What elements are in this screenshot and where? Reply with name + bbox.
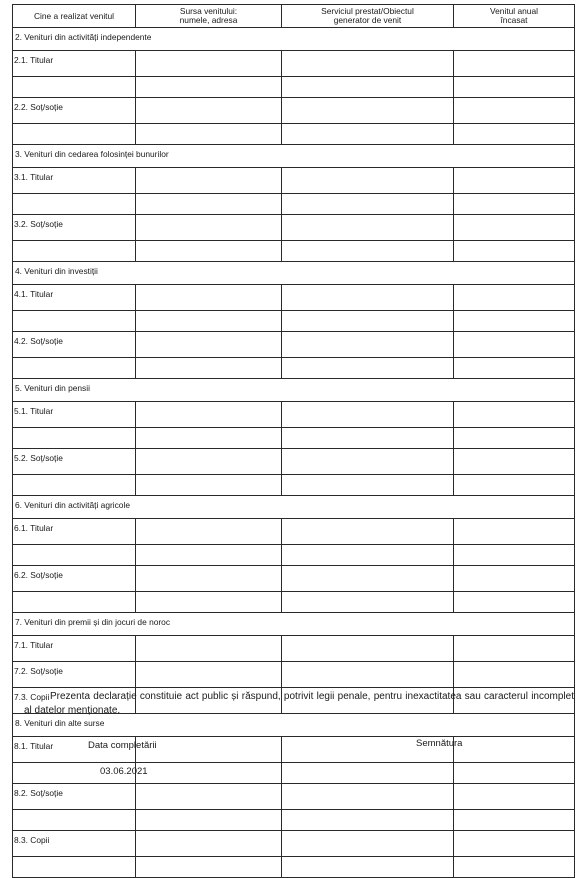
empty-cell: [454, 168, 575, 194]
declaration-text: Prezenta declarație constituie act public și răspund, potrivit legii penale, pentru inexactitatea sau caracterul incomplet al datelor menționate.: [24, 691, 574, 716]
empty-cell: [282, 592, 454, 613]
empty-cell: [454, 662, 575, 688]
empty-cell: [454, 311, 575, 332]
section-title: 2. Venituri din activități independente: [13, 28, 575, 51]
empty-cell: [136, 662, 282, 688]
empty-cell: [454, 475, 575, 496]
table-row: [13, 784, 575, 810]
date-value: 03.06.2021: [100, 766, 148, 777]
empty-cell: [454, 857, 575, 878]
header-income-line1: Venitul anual: [490, 6, 538, 16]
empty-cell: [136, 124, 282, 145]
empty-cell: [136, 402, 282, 428]
empty-cell: [454, 545, 575, 566]
empty-cell: [454, 402, 575, 428]
empty-cell: [136, 98, 282, 124]
empty-cell: [136, 215, 282, 241]
empty-cell: [282, 519, 454, 545]
empty-cell: [282, 475, 454, 496]
table-row: [13, 662, 575, 688]
table-row: [13, 215, 575, 241]
row-label: 5.2. Soț/soție: [13, 449, 136, 475]
row-label: 4.1. Titular: [13, 285, 136, 311]
date-label: Data completării: [88, 740, 157, 751]
empty-cell: [136, 763, 282, 784]
section-title: 7. Venituri din premii și din jocuri de noroc: [13, 613, 575, 636]
empty-cell: [454, 810, 575, 831]
blank-row: [13, 241, 575, 262]
empty-cell: [136, 592, 282, 613]
row-label: 6.1. Titular: [13, 519, 136, 545]
section-title: 4. Venituri din investiții: [13, 262, 575, 285]
blank-row: [13, 810, 575, 831]
section-title: 6. Venituri din activități agricole: [13, 496, 575, 519]
empty-cell: [136, 241, 282, 262]
empty-cell: [282, 98, 454, 124]
empty-cell: [454, 285, 575, 311]
empty-cell: [282, 194, 454, 215]
empty-cell: [13, 124, 136, 145]
header-who-text: Cine a realizat venitul: [33, 10, 115, 21]
table-row: [13, 449, 575, 475]
row-label: 8.1. Titular: [13, 737, 136, 763]
empty-cell: [13, 194, 136, 215]
empty-cell: [282, 545, 454, 566]
empty-cell: [454, 784, 575, 810]
empty-cell: [13, 810, 136, 831]
empty-cell: [136, 636, 282, 662]
table-row: [13, 168, 575, 194]
empty-cell: [454, 77, 575, 98]
table-row: [13, 636, 575, 662]
empty-cell: [454, 98, 575, 124]
blank-row: [13, 194, 575, 215]
empty-cell: [136, 77, 282, 98]
empty-cell: [454, 51, 575, 77]
empty-cell: [282, 857, 454, 878]
header-source: [136, 5, 282, 28]
empty-cell: [454, 332, 575, 358]
table-row: [13, 51, 575, 77]
header-service: [282, 5, 454, 28]
empty-cell: [454, 449, 575, 475]
empty-cell: [282, 662, 454, 688]
table-row: [13, 831, 575, 857]
header-service-line1: Serviciul prestat/Obiectul: [321, 6, 414, 16]
empty-cell: [454, 831, 575, 857]
empty-cell: [136, 168, 282, 194]
empty-cell: [454, 215, 575, 241]
blank-row: [13, 428, 575, 449]
blank-row: [13, 857, 575, 878]
empty-cell: [282, 566, 454, 592]
empty-cell: [136, 545, 282, 566]
section-row: [13, 613, 575, 636]
empty-cell: [282, 402, 454, 428]
header-service-line2: generator de venit: [333, 15, 402, 25]
empty-cell: [454, 737, 575, 763]
empty-cell: [136, 285, 282, 311]
blank-row: [13, 124, 575, 145]
empty-cell: [13, 592, 136, 613]
row-label: 7.1. Titular: [13, 636, 136, 662]
empty-cell: [136, 784, 282, 810]
table-row: [13, 285, 575, 311]
empty-cell: [136, 449, 282, 475]
empty-cell: [454, 124, 575, 145]
empty-cell: [13, 311, 136, 332]
empty-cell: [13, 475, 136, 496]
table-row: [13, 566, 575, 592]
empty-cell: [282, 449, 454, 475]
signature-label: Semnătura: [416, 738, 463, 749]
row-label: 7.3. Copii: [13, 688, 136, 714]
empty-cell: [454, 763, 575, 784]
row-label: 8.3. Copii: [13, 831, 136, 857]
empty-cell: [136, 810, 282, 831]
empty-cell: [282, 784, 454, 810]
empty-cell: [136, 519, 282, 545]
blank-row: [13, 77, 575, 98]
empty-cell: [136, 358, 282, 379]
empty-cell: [282, 358, 454, 379]
blank-row: [13, 545, 575, 566]
section-row: [13, 28, 575, 51]
empty-cell: [282, 77, 454, 98]
table-row: [13, 98, 575, 124]
empty-cell: [136, 311, 282, 332]
section-row: [13, 145, 575, 168]
empty-cell: [454, 519, 575, 545]
empty-cell: [136, 566, 282, 592]
empty-cell: [13, 428, 136, 449]
header-source-line1: Sursa venitului:: [179, 6, 238, 16]
table-row: [13, 519, 575, 545]
header-who: [13, 5, 136, 28]
empty-cell: [282, 51, 454, 77]
empty-cell: [136, 857, 282, 878]
empty-cell: [282, 241, 454, 262]
empty-cell: [282, 168, 454, 194]
blank-row: [13, 592, 575, 613]
empty-cell: [282, 124, 454, 145]
row-label: 6.2. Soț/soție: [13, 566, 136, 592]
empty-cell: [136, 51, 282, 77]
empty-cell: [454, 636, 575, 662]
empty-cell: [282, 332, 454, 358]
empty-cell: [13, 857, 136, 878]
row-label: 8.2. Soț/soție: [13, 784, 136, 810]
section-row: [13, 262, 575, 285]
empty-cell: [282, 215, 454, 241]
empty-cell: [454, 241, 575, 262]
empty-cell: [13, 77, 136, 98]
empty-cell: [136, 332, 282, 358]
row-label: 5.1. Titular: [13, 402, 136, 428]
row-label: 2.1. Titular: [13, 51, 136, 77]
section-title: 8. Venituri din alte surse: [13, 714, 575, 737]
empty-cell: [282, 428, 454, 449]
empty-cell: [282, 831, 454, 857]
empty-cell: [136, 737, 282, 763]
section-title: 5. Venituri din pensii: [13, 379, 575, 402]
blank-row: [13, 475, 575, 496]
blank-row: [13, 358, 575, 379]
row-label: 4.2. Soț/soție: [13, 332, 136, 358]
empty-cell: [282, 285, 454, 311]
section-row: [13, 496, 575, 519]
header-income-line2: încasat: [500, 15, 528, 25]
table-row: [13, 402, 575, 428]
table-header-row: [13, 5, 575, 28]
empty-cell: [136, 475, 282, 496]
header-source-line2: numele, adresa: [179, 15, 238, 25]
empty-cell: [136, 831, 282, 857]
empty-cell: [454, 592, 575, 613]
table-row: [13, 332, 575, 358]
empty-cell: [282, 810, 454, 831]
empty-cell: [136, 194, 282, 215]
empty-cell: [13, 545, 136, 566]
row-label: 3.1. Titular: [13, 168, 136, 194]
empty-cell: [454, 428, 575, 449]
row-label: 7.2. Soț/soție: [13, 662, 136, 688]
empty-cell: [13, 358, 136, 379]
empty-cell: [136, 428, 282, 449]
empty-cell: [282, 636, 454, 662]
blank-row: [13, 763, 575, 784]
empty-cell: [454, 194, 575, 215]
empty-cell: [282, 311, 454, 332]
row-label: 3.2. Soț/soție: [13, 215, 136, 241]
section-title: 3. Venituri din cedarea folosinței bunurilor: [13, 145, 575, 168]
blank-row: [13, 311, 575, 332]
header-income: [454, 5, 575, 28]
empty-cell: [13, 241, 136, 262]
row-label: 2.2. Soț/soție: [13, 98, 136, 124]
empty-cell: [454, 358, 575, 379]
section-row: [13, 379, 575, 402]
empty-cell: [454, 566, 575, 592]
empty-cell: [282, 763, 454, 784]
